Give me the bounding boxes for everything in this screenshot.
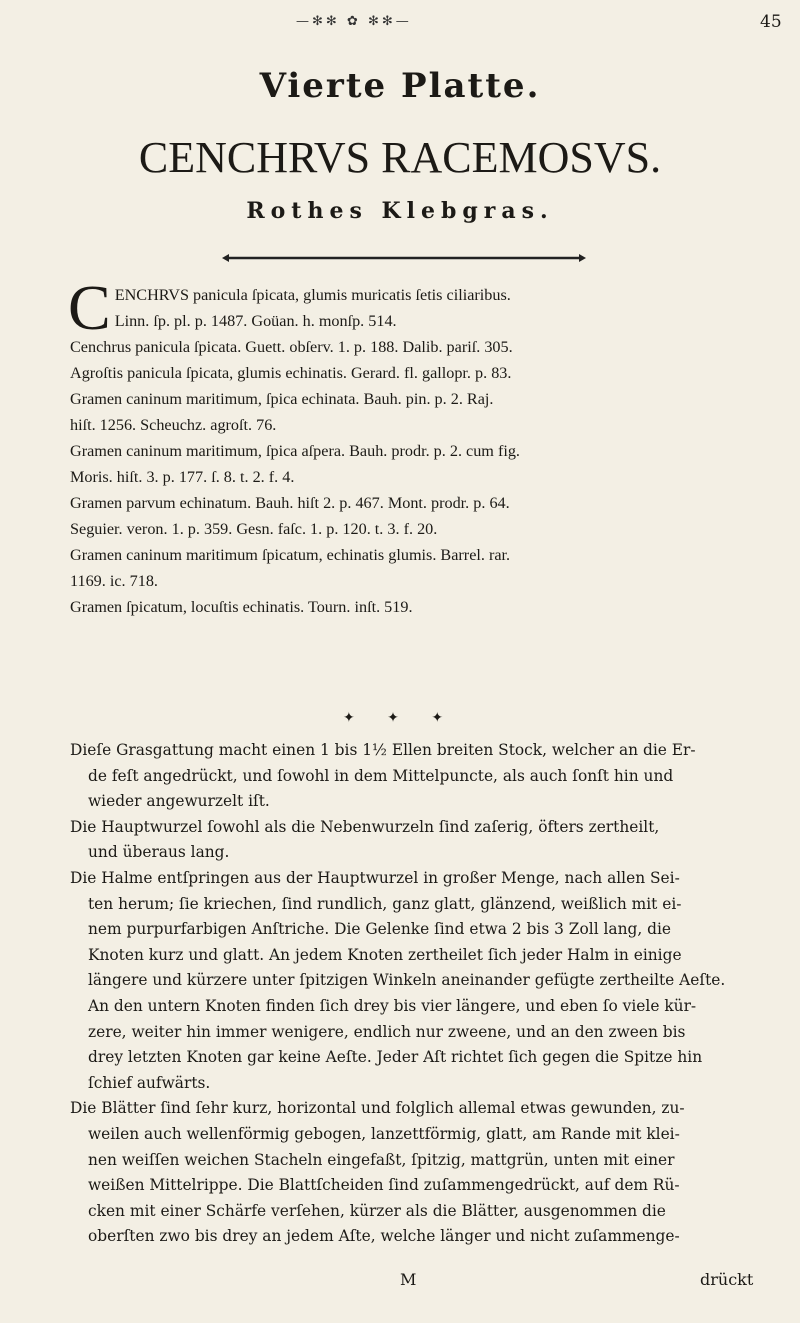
synonym-line: 1169. ic. 718.	[70, 572, 158, 590]
synonym-line: Agroſtis panicula ſpicata, glumis echinatis. Gerard. fl. gallopr. p. 83.	[70, 364, 512, 382]
decorative-rule	[222, 254, 586, 262]
drop-cap: C	[68, 272, 111, 343]
description-line: cken mit einer Schärfe verſehen, kürzer als die Blätter, ausgenommen die	[88, 1201, 666, 1220]
synonym-line: Gramen ſpicatum, locuſtis echinatis. Tourn. inſt. 519.	[70, 598, 413, 616]
synonym-line: hiſt. 1256. Scheuchz. agroſt. 76.	[70, 416, 277, 434]
synonym-line: Gramen caninum maritimum, ſpica echinata. Bauh. pin. p. 2. Raj.	[70, 390, 494, 408]
description-line: wieder angewurzelt iſt.	[88, 792, 270, 811]
description-line: weißen Mittelrippe. Die Blattſcheiden ſind zuſammengedrückt, auf dem Rü-	[88, 1176, 680, 1195]
synonym-line: ENCHRVS panicula ſpicata, glumis muricatis ſetis ciliaribus.	[114, 286, 511, 304]
synonym-line: Gramen parvum echinatum. Bauh. hiſt 2. p. 467. Mont. prodr. p. 64.	[70, 494, 510, 512]
synonym-line: Seguier. veron. 1. p. 359. Gesn. faſc. 1. p. 120. t. 3. f. 20.	[70, 520, 438, 538]
species-title: CENCHRVS RACEMOSVS.	[138, 133, 662, 182]
description-line: weilen auch wellenförmig gebogen, lanzettförmig, glatt, am Rande mit klei-	[88, 1124, 680, 1143]
description-line: und überaus lang.	[88, 843, 230, 862]
catchword: drückt	[700, 1270, 754, 1289]
page-number: 45	[760, 12, 782, 32]
synonym-line: Cenchrus panicula ſpicata. Guett. obſerv. 1. p. 188. Dalib. pariſ. 305.	[70, 338, 513, 356]
description-line: nen weiſſen weichen Stacheln eingefaßt, ſpitzig, mattgrün, unten mit einer	[88, 1150, 675, 1169]
german-name: Rothes Klebgras.	[246, 198, 554, 224]
synonym-line: Gramen caninum maritimum ſpicatum, echinatis glumis. Barrel. rar.	[70, 546, 511, 564]
description-line: Dieſe Grasgattung macht einen 1 bis 1½ Ellen breiten Stock, welcher an die Er-	[70, 741, 696, 759]
synonym-line: Gramen caninum maritimum, ſpica aſpera. Bauh. prodr. p. 2. cum fig.	[70, 442, 520, 460]
header-ornament: —✻✻ ✿ ✻✻—	[296, 14, 412, 29]
signature-mark: M	[400, 1270, 417, 1289]
description-line: ſchief aufwärts.	[88, 1073, 211, 1092]
description-line: ten herum; ſie kriechen, ſind rundlich, ganz glatt, glänzend, weißlich mit ei-	[88, 894, 682, 913]
synonymy-block	[68, 272, 770, 620]
description-line: oberſten zwo bis drey an jedem Aſte, welche länger und nicht zuſammenge-	[88, 1227, 680, 1246]
description-line: drey letzten Knoten gar keine Aeſte. Jeder Aſt richtet ſich gegen die Spitze hin	[88, 1048, 703, 1067]
synonym-line: Linn. ſp. pl. p. 1487. Goüan. h. monſp. 514.	[114, 312, 397, 330]
description-line: zere, weiter hin immer wenigere, endlich nur zweene, und an den zween bis	[88, 1022, 686, 1041]
description-line: Die Hauptwurzel ſowohl als die Nebenwurzeln ſind zaſerig, öfters zertheilt,	[70, 817, 660, 836]
section-stars: ✦ ✦ ✦	[342, 710, 458, 726]
description-line: Die Blätter ſind ſehr kurz, horizontal und folglich allemal etwas gewunden, zu-	[70, 1099, 685, 1118]
synonym-line: Moris. hiſt. 3. p. 177. ſ. 8. t. 2. f. 4.	[70, 468, 295, 486]
description-line: Knoten kurz und glatt. An jedem Knoten zertheilet ſich jeder Halm in einige	[88, 945, 682, 964]
description-block	[70, 738, 770, 1250]
description-line: de feſt angedrückt, und ſowohl in dem Mittelpuncte, als auch ſonſt hin und	[88, 766, 674, 785]
description-line: Die Halme entſpringen aus der Hauptwurzel in großer Menge, nach allen Sei-	[70, 868, 680, 887]
description-line: längere und kürzere unter ſpitzigen Winkeln aneinander gefügte zertheilte Aeſte.	[88, 971, 726, 990]
description-line: nem purpurfarbigen Anſtriche. Die Gelenke ſind etwa 2 bis 3 Zoll lang, die	[88, 920, 672, 939]
description-line: An den untern Knoten finden ſich drey bis vier längere, und eben ſo viele kür-	[88, 996, 697, 1015]
plate-title: Vierte Platte.	[259, 66, 541, 106]
